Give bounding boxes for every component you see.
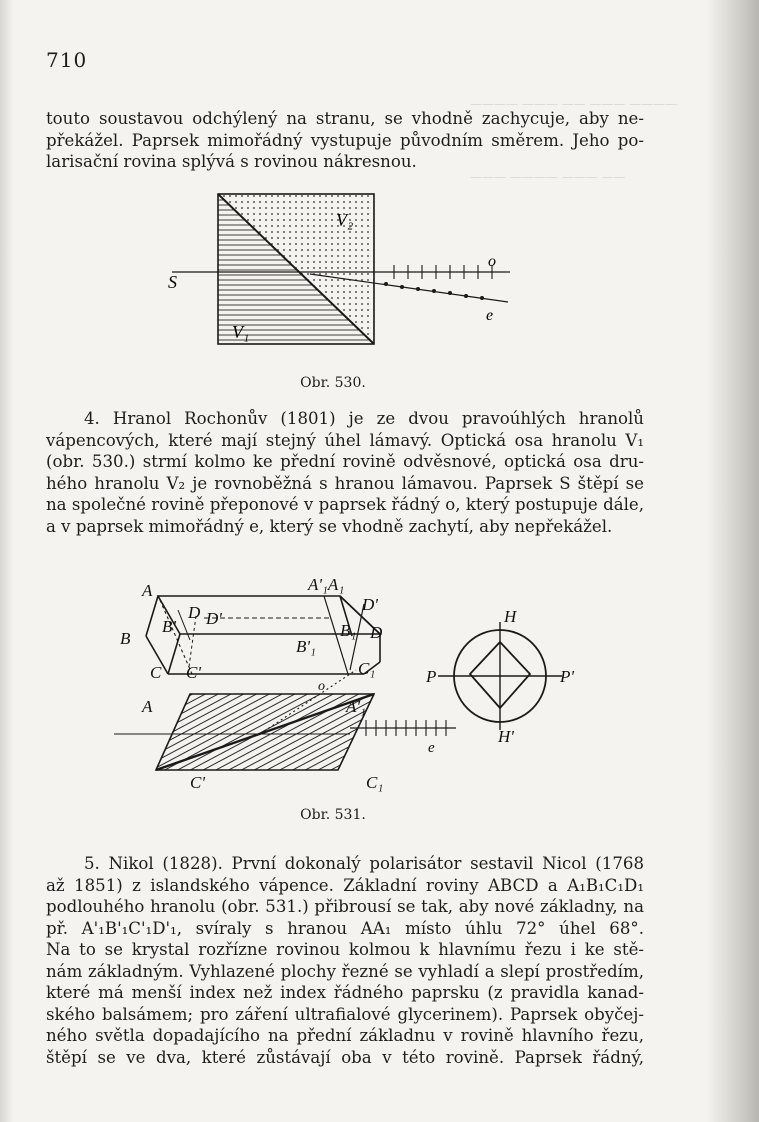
text-line: ského balsámem; pro záření ultrafialové glycerinem). Paprsek obyčej-: [46, 1004, 644, 1024]
page-edge-left: [0, 0, 14, 1122]
paragraph-1: [46, 108, 644, 173]
bleed-through-text: ——— ———— ——— ——: [470, 170, 626, 184]
label-A1A1-top: A'₁A₁: [308, 575, 345, 594]
paragraph-2: [46, 408, 644, 537]
label-Bprime: B': [162, 617, 177, 636]
prism-section-view: [114, 670, 456, 770]
text-line: larisační rovina splývá s rovinou nákresnou.: [46, 152, 417, 171]
text-line: 5. Nikol (1828). První dokonalý polarisátor sestavil Nicol (1768: [84, 854, 644, 873]
text-line: které má menší index než index řádného paprsku (z pravidla kanad-: [46, 983, 644, 1002]
text-line: nám základným. Vyhlazené plochy řezné se vyhladí a slepí prostředím,: [46, 961, 644, 981]
label-C: C: [150, 663, 162, 682]
label-o: o: [488, 253, 496, 270]
figure-530-rochon-prism: [150, 188, 530, 388]
text-line: 4. Hranol Rochonův (1801) je ze dvou pravoúhlých hranolů: [84, 409, 644, 428]
label-e: e: [428, 740, 435, 756]
polarization-circle-diagram: [438, 622, 562, 730]
label-e: e: [486, 307, 494, 324]
label-P: P: [426, 667, 437, 686]
label-o: o: [318, 679, 325, 694]
text-line: touto soustavou odchýlený na stranu, se vhodně zachycuje, aby ne-: [46, 109, 644, 128]
label-A1-low: A'₁: [346, 697, 366, 716]
figure-530-caption: Obr. 530.: [300, 375, 366, 391]
label-C-low: C': [190, 773, 205, 792]
text-line: vápencových, které mají stejný úhel lámavý. Optická osa hranolu V₁: [46, 430, 644, 450]
label-V2: V₂: [336, 210, 354, 230]
label-Cprime: C': [186, 663, 201, 682]
label-C1-low: C₁: [366, 773, 384, 792]
label-B1prime: B'₁: [296, 637, 316, 656]
book-gutter-shadow: [707, 0, 759, 1122]
text-line: na společné rovině přeponové v paprsek řádný o, který postupuje dále,: [46, 495, 644, 514]
text-line: ného světla dopadajícího na přední základnu v rovině hlavního řezu,: [46, 1026, 644, 1045]
label-C1: C₁: [358, 659, 376, 678]
label-A-low: A: [142, 697, 153, 716]
paragraph-3: [46, 853, 644, 1068]
text-line: štěpí se ve dva, které zůstávají oba v této rovině. Paprsek řádný,: [46, 1047, 644, 1067]
extraordinary-ray-dots: [384, 282, 484, 300]
text-line: (obr. 530.) strmí kolmo ke přední rovině odvěsnové, optická osa dru-: [46, 452, 644, 471]
text-line: překážel. Paprsek mimořádný vystupuje původním směrem. Jeho po-: [46, 130, 644, 150]
text-line: a v paprsek mimořádný e, který se vhodně zachytí, aby nepřekážel.: [46, 516, 613, 536]
label-A-top: A: [142, 581, 153, 600]
label-Hprime: H': [498, 727, 514, 746]
text-line: hého hranolu V₂ je rovnoběžná s hranou lámavou. Paprsek S štěpí se: [46, 473, 644, 493]
label-B1: B₁: [340, 621, 357, 640]
label-Dprime-top: D': [206, 609, 222, 628]
text-line: až 1851) z islandského vápence. Základní roviny ABCD a A₁B₁C₁D₁: [46, 875, 644, 895]
page-number: 710: [46, 48, 88, 72]
label-D1: D: [370, 623, 383, 642]
text-line: Na to se krystal rozřízne rovinou kolmou k hlavnímu řezu i ke stě-: [46, 940, 644, 959]
figure-531-nicol-prism: [100, 570, 620, 800]
bleed-through-text: ———— ——— —— ——— ————: [470, 97, 678, 111]
text-line: př. A'₁B'₁C'₁D'₁, svíraly s hranou AA₁ místo úhlu 72° úhel 68°.: [46, 918, 644, 938]
label-D1prime: D': [362, 595, 378, 614]
label-H: H: [504, 607, 517, 626]
text-line: podlouhého hranolu (obr. 531.) přibrousí se tak, aby nové základny, na: [46, 897, 644, 916]
figure-531-caption: Obr. 531.: [300, 807, 366, 823]
label-B: B: [120, 629, 131, 648]
label-Pprime: P': [560, 667, 575, 686]
label-V1: V₁: [232, 322, 250, 342]
label-S: S: [168, 272, 177, 292]
label-D-top: D: [188, 603, 201, 622]
